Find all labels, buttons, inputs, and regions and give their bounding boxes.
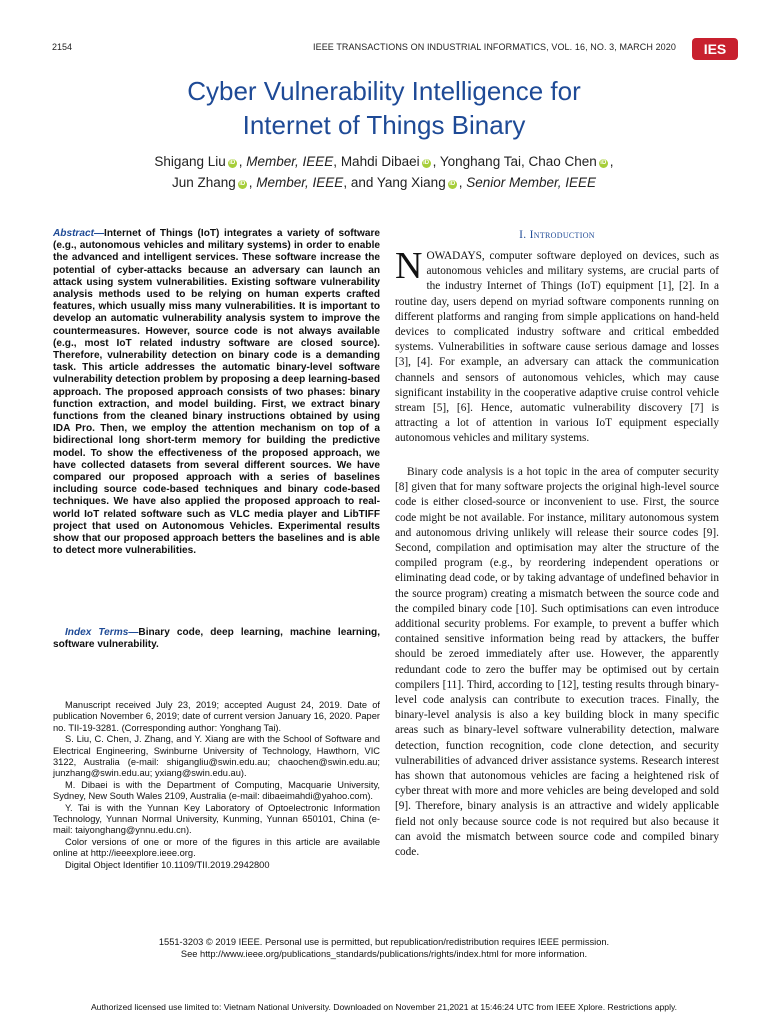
paper-title — [60, 74, 708, 142]
abstract — [53, 228, 380, 557]
logo-text: IES — [703, 41, 727, 57]
footnote-affiliation: M. Dibaei is with the Department of Computing, Macquarie University, Sydney, New South Wales 2109, Australia (e-mail: dibaeimahdi@yahoo.com). — [53, 779, 380, 802]
orcid-icon[interactable]: iD — [449, 181, 456, 187]
paragraph-text: OWADAYS, computer software deployed on devices, such as autonomous vehicles and military systems, are crucial parts of the industry Internet of Things (IoT) equipment [1], [2]. In a routine day, users depend on myriad software components running on different platforms and ranging from simple applications on hand-held devices to complicated industry software and critical embedded systems. Vulnerabilities in software cause serious damage and losses [3], [4]. For example, an adversary can attack the communication channels and sensors of autonomous vehicles, which may cause significant instability in the cooperative adaptive cruise control vehicle stream [5], [6]. Hence, automatic vulnerability discovery [7] is attracting a lot of attention in various IoT equipment especially autonomous vehicles and military systems. — [395, 250, 719, 445]
page-number: 2154 — [52, 42, 73, 52]
author-name: Mahdi Dibaei — [340, 154, 420, 169]
journal-title: IEEE TRANSACTIONS ON INDUSTRIAL INFORMATICS, VOL. 16, NO. 3, MARCH 2020 — [312, 42, 676, 52]
author-membership: Senior Member, IEEE — [466, 175, 597, 190]
rights-line: See http://www.ieee.org/publications_standards/publications/rights/index.html for more information. — [180, 948, 588, 959]
section-number: I. — [519, 229, 527, 241]
author-list: Shigang Liu iD , Member, IEEE, Mahdi Dibaei iD , Yonghang Tai, Chao Chen iD , Jun Zhang iD , Member, IEEE, and Yang Xiang iD , Senior Member, IEEE — [154, 154, 614, 190]
footnote-doi: Digital Object Identifier 10.1109/TII.2019.2942800 — [65, 859, 270, 870]
drop-cap: N — [395, 245, 423, 287]
footnote-affiliation: S. Liu, C. Chen, J. Zhang, and Y. Xiang are with the School of Software and Electrical Engineering, Swinburne University of Technology, Hawthorn, VIC 3122, Australia (e-mail: shigangliu@swin.edu.au; chaochen@swin.edu.au; junzhang@swin.edu.au; yxiang@swin.edu.au). — [53, 734, 380, 779]
license-notice: Authorized licensed use limited to: Vietnam National University. Downloaded on November 21,2021 at 15:46:24 UTC from IEEE Xplore. Restrictions apply. — [90, 1002, 678, 1012]
footnote-affiliation: Y. Tai is with the Yunnan Key Laboratory of Optoelectronic Information Technology, Yunnan Normal University, Kunming, Yunnan 650101, China (e-mail: taiyonghang@ynnu.edu.cn). — [53, 802, 380, 836]
running-header — [52, 40, 738, 60]
index-terms — [53, 627, 380, 651]
copyright-line: 1551-3203 © 2019 IEEE. Personal use is permitted, but republication/redistribution requires IEEE permission. — [158, 937, 610, 947]
orcid-icon[interactable]: iD — [229, 160, 236, 166]
footnotes — [53, 700, 380, 871]
section-title: Introduction — [529, 229, 595, 241]
title-line-1: Cyber Vulnerability Intelligence for — [187, 76, 581, 106]
abstract-label: Abstract— — [53, 228, 105, 239]
footnote-color-note: Color versions of one or more of the figures in this article are available online at http://ieeexplore.ieee.org. — [53, 836, 380, 859]
author-name: Yonghang Tai — [439, 154, 521, 169]
author-name: Jun Zhang — [171, 175, 236, 190]
author-name: Chao Chen — [528, 154, 597, 169]
author-name: Yang Xiang — [376, 175, 446, 190]
copyright-footer — [60, 937, 708, 960]
orcid-icon[interactable]: iD — [423, 160, 430, 166]
intro-paragraph-2: Binary code analysis is a hot topic in the area of computer security [8] given that for many software projects the original high-level source code is either closed-source or inconvenient to use. First, the source code might be not available. For instance, military autonomous system and autonomous driving unlikely will release their source codes [9]. Second, compilation and optimisation may alter the structure of the compiled program (e.g., by reordering independent operations or eliminating dead code, or by taking advantage of undefined behavior in the source program) creating a mismatch between the source code and the compiled binary code [10]. Such optimisations can even introduce additional security problems. For example, to prevent a buffer which contained sensitive information being read by attackers, the buffer should be zeroed immediately after use. However, the apparently redundant code to zero the buffer may be optimised out by certain compilers [11]. Third, according to [12], testing results through binary-level code analysis can contribute to execution traces. Finally, the binary-level analysis is also a key building block in many specific areas such as binary-level software vulnerability detection, malware detection, function recognition, code clone detection, and security vulnerabilities of advanced driver assistance systems. Research interest has shown that autonomous vehicles are facing a heightened risk of cyber threat with more and more vehicles are being developed and sold [9]. Therefore, binary analysis is an attractive and widely applicable field not only because source code is not required but also because it can avoid the mismatch between source code and compiled binary code. — [395, 466, 719, 859]
footnote-manuscript: Manuscript received July 23, 2019; accepted August 24, 2019. Date of publication November 6, 2019; date of current version January 16, 2020. Paper no. TII-19-3281. (Corresponding author: Yonghang Tai). — [53, 700, 380, 733]
index-terms-label: Index Terms— — [65, 627, 139, 638]
title-line-2: Internet of Things Binary — [242, 110, 526, 140]
author-membership: Member, IEEE — [256, 175, 344, 190]
orcid-icon[interactable]: iD — [600, 160, 607, 166]
ies-logo — [692, 38, 738, 60]
intro-paragraph-1 — [395, 245, 719, 447]
abstract-text: Internet of Things (IoT) integrates a variety of software (e.g., autonomous vehicles and military systems) in order to enable the advanced and intelligent services. These software increase the potential of cyber-attacks because an adversary can launch an attack using system vulnerabilities. Existing software vulnerability analysis methods used to be relying on human experts crafted features, which usually miss many vulnerabilities. It is important to develop an automatic vulnerability analysis system to improve the countermeasures. However, source code is not always available (e.g., most IoT related industry software are closed source). Therefore, vulnerability detection on binary code is a demanding task. This article addresses the automatic binary-level software vulnerability detection problem by proposing a deep learning-based approach. The proposed approach consists of two phases: binary function extraction, and model building. First, we extract binary functions from the cleaned binary instructions obtained by using IDA Pro. Then, we employ the attention mechanism on top of a bidirectional long short-term memory for building the predictive model. To show the effectiveness of the proposed approach, we have collected datasets from several different sources. We have compared our proposed approach with a series of baselines including source code-based techniques and binary code-based techniques. We have also applied the proposed approach to real-world IoT related software such as VLC media player and LibTIFF project that used on Autonomous Vehicles. Experimental results show that our proposed approach betters the baselines and is able to detect more vulnerabilities. — [53, 228, 380, 557]
index-terms-text: Binary code, deep learning, machine learning, software vulnerability. — [53, 627, 380, 651]
section-heading — [395, 229, 719, 241]
orcid-icon[interactable]: iD — [239, 181, 246, 187]
author-and: and — [350, 175, 374, 190]
author-membership: Member, IEEE — [246, 154, 334, 169]
author-name: Shigang Liu — [154, 154, 226, 169]
